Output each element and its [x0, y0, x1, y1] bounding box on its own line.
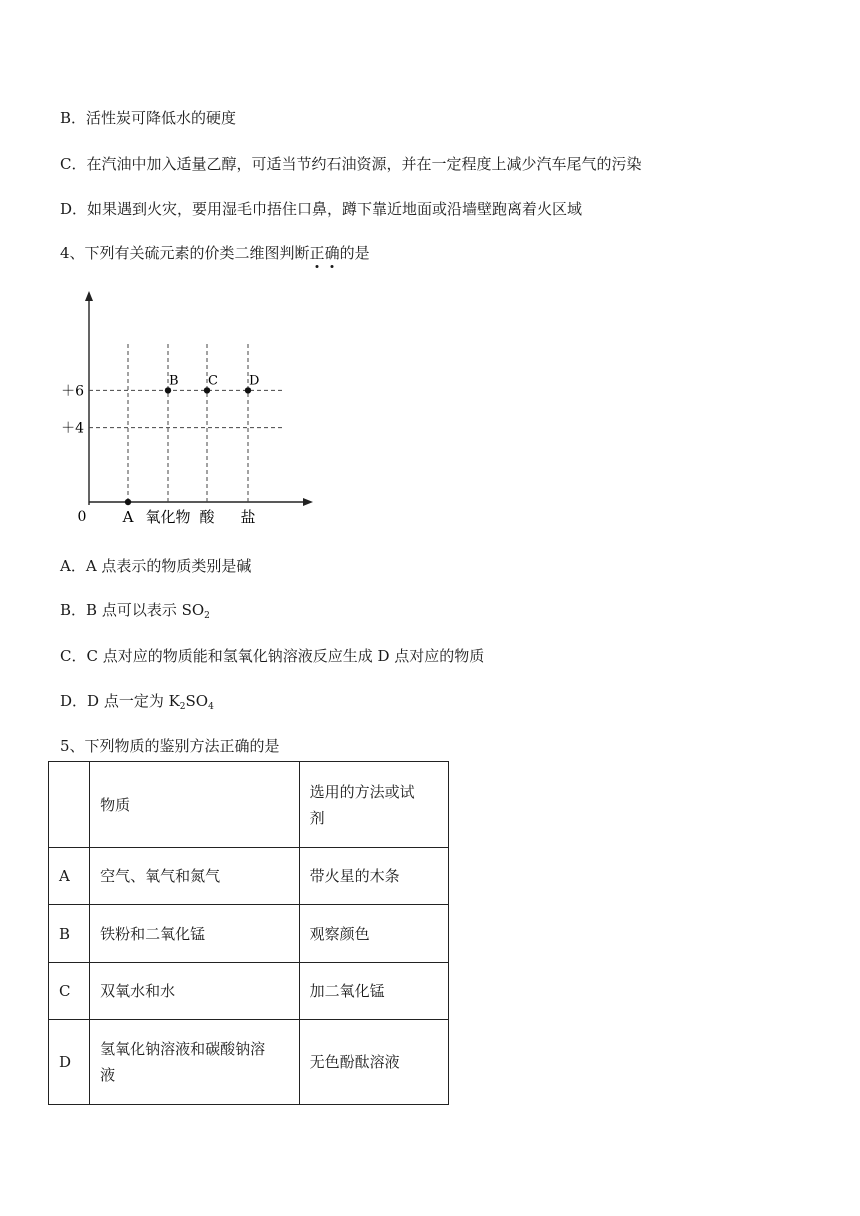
row-key: B — [49, 905, 90, 963]
row-substance: 铁粉和二氧化锰 — [90, 905, 300, 963]
x-tick-label: 氧化物 — [145, 508, 191, 526]
emphasis-mark: 正 — [309, 244, 325, 262]
table-row — [49, 905, 449, 963]
q4-option-b: B．B 点可以表示 $SO_2$ — [60, 601, 210, 621]
row-method: 无色酚酞溶液 — [299, 1020, 448, 1105]
x-tick-label: 盐 — [240, 508, 256, 526]
row-key: A — [49, 848, 90, 905]
table-row — [49, 848, 449, 905]
y-tick-label: ＋6 — [61, 383, 84, 400]
row-method: 加二氧化锰 — [299, 963, 448, 1020]
header-cell-key — [49, 762, 90, 848]
question-5-stem: 5、下列物质的鉴别方法正确的是 — [60, 737, 280, 755]
x-axis-arrow — [303, 498, 313, 506]
header-cell-method: 选用的方法或试 剂 — [299, 762, 448, 848]
row-key: D — [49, 1020, 90, 1105]
table-header-row — [49, 762, 449, 848]
table-row — [49, 1020, 449, 1105]
row-substance: 空气、氧气和氮气 — [90, 848, 300, 905]
header-cell-substance: 物质 — [90, 762, 300, 848]
row-method: 观察颜色 — [299, 905, 448, 963]
point-label: B — [169, 373, 179, 389]
y-tick-label: ＋4 — [61, 420, 84, 437]
point-label: D — [249, 373, 260, 389]
q4-option-c: C．C 点对应的物质能和氢氧化钠溶液反应生成 D 点对应的物质 — [60, 647, 485, 665]
emphasis-mark: 确 — [324, 244, 340, 262]
row-key: C — [49, 963, 90, 1020]
row-method: 带火星的木条 — [299, 848, 448, 905]
valence-class-chart — [55, 285, 320, 530]
y-axis-arrow — [85, 291, 93, 301]
option-d: D．如果遇到火灾，要用湿毛巾捂住口鼻，蹲下靠近地面或沿墙壁跑离着火区域 — [60, 200, 583, 218]
row-substance: 双氧水和水 — [90, 963, 300, 1020]
q4-option-d: D．D 点一定为 $K_2SO_4$ — [60, 692, 214, 712]
identification-table — [48, 761, 449, 1105]
question-4-stem: 4、下列有关硫元素的价类二维图判断正确的是 — [60, 244, 370, 262]
axes — [85, 291, 313, 506]
x-tick-label: A — [122, 508, 134, 526]
data-point — [125, 499, 131, 505]
row-substance: 氢氧化钠溶液和碳酸钠溶 液 — [90, 1020, 300, 1105]
table-row — [49, 963, 449, 1020]
q4-option-a: A．A 点表示的物质类别是碱 — [60, 557, 252, 575]
origin-label: 0 — [77, 509, 87, 525]
option-b: B．活性炭可降低水的硬度 — [60, 109, 237, 127]
point-label: C — [208, 373, 218, 389]
option-c: C．在汽油中加入适量乙醇，可适当节约石油资源，并在一定程度上减少汽车尾气的污染 — [60, 155, 642, 173]
x-tick-label: 酸 — [199, 508, 215, 526]
